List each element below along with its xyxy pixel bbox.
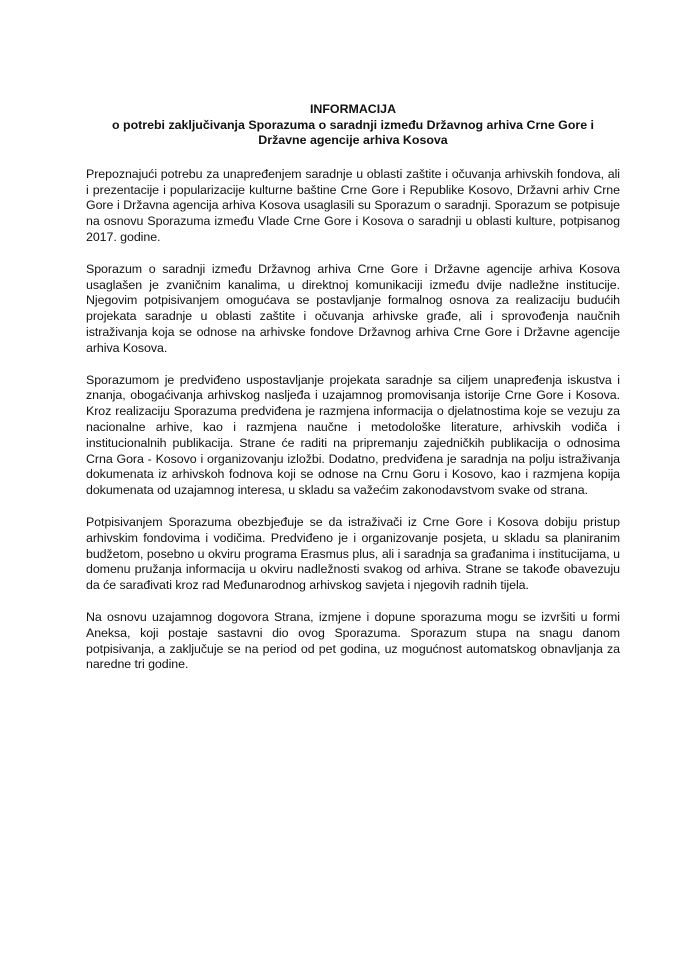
document-title (86, 102, 620, 149)
paragraph-4: Potpisivanjem Sporazuma obezbjeđuje se da istraživači iz Crne Gore i Kosova dobiju pristup arhivskim fondovima i vodičima. Predviđeno je i organizovanje posjeta, u skladu sa planiranim budžetom, posebno u okviru programa Erasmus plus, ali i saradnja sa građanima i institucijama, u domenu pružanja informacija u okviru nadležnosti svakog od arhiva. Strane se takođe obavezuju da će sarađivati kroz rad Međunarodnog arhivskog savjeta i njegovih radnih tijela. (86, 514, 620, 593)
paragraph-2: Sporazum o saradnji između Državnog arhiva Crne Gore i Državne agencije arhiva Kosova usaglašen je zvaničnim kanalima, u direktnoj komunikaciji između dvije nadležne institucije. Njegovim potpisivanjem omogućava se postavljanje formalnog osnova za realizaciju budućih projekata saradnje u oblasti zaštite i očuvanja arhivske građe, ali i sprovođenja naučnih istraživanja koja se odnose na arhivske fondove Državnog arhiva Crne Gore i Državne agencije arhiva Kosova. (86, 261, 620, 355)
title-subtitle-line-2: Državne agencije arhiva Kosova (258, 133, 448, 148)
paragraph-5: Na osnovu uzajamnog dogovora Strana, izmjene i dopune sporazuma mogu se izvršiti u formi Aneksa, koji postaje sastavni dio ovog Sporazuma. Sporazum stupa na snagu danom potpisivanja, a zaključuje se na period od pet godina, uz mogućnost automatskog obnavljanja za naredne tri godine. (86, 609, 620, 672)
paragraph-1: Prepoznajući potrebu za unapređenjem saradnje u oblasti zaštite i očuvanja arhivskih fondova, ali i prezentacije i popularizacije kulturne baštine Crne Gore i Republike Kosovo, Državni arhiv Crne Gore i Državna agencija arhiva Kosova usaglasili su Sporazum o saradnji. Sporazum se potpisuje na osnovu Sporazuma između Vlade Crne Gore i Kosova o saradnji u oblasti kulture, potpisanog 2017. godine. (86, 166, 620, 244)
paragraph-3: Sporazumom je predviđeno uspostavljanje projekata saradnje sa ciljem unapređenja iskustva i znanja, obogaćivanja arhivskog nasljeđa i uzajamnog promovisanja istorije Crne Gore i Kosova. Kroz realizaciju Sporazuma predviđena je razmjena informacija o djelatnostima koje se vezuju za nacionalne arhive, kao i razmjena naučne i metodološke literature, arhivskih vodiča i institucionalnih publikacija. Strane će raditi na pripremanju zajedničkih publikacija o odnosima Crna Gora - Kosovo i organizovanju izložbi. Dodatno, predviđena je saradnja na polju istraživanja dokumenata iz arhivskoh fodnova koji se odnose na Crnu Goru i Kosovo, kao i razmjena kopija dokumenata od uzajamnog interesa, u skladu sa važećim zakonodavstvom svake od strana. (86, 372, 620, 498)
title-heading: INFORMACIJA (309, 102, 397, 116)
document-page (86, 102, 620, 689)
title-subtitle-line-1: o potrebi zaključivanja Sporazuma o saradnji između Državnog arhiva Crne Gore i (112, 117, 594, 132)
